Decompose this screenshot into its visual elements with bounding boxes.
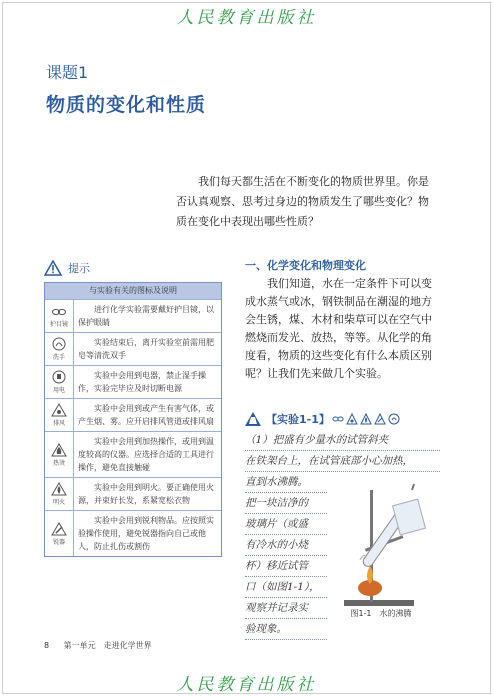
tip-header [44,258,222,278]
warning-icon [44,260,62,276]
row-text: 实验中会用到或产生有害气体，或产生烟、雾。应开启排风管道或排风扇 [78,404,214,426]
table-row [45,365,221,398]
experiment-line: 玻璃片（或盛 [245,514,327,535]
table-title: 与实验有关的图标及说明 [45,283,221,299]
icon-name: 护目镜 [49,321,68,328]
experiment-line: 有冷水的小烧 [245,535,327,556]
experiment-line: （1）把盛有少量水的试管斜夹 [245,430,440,451]
section-body [245,275,437,383]
experiment-line: 在铁架台上，在试管底部小心加热， [245,451,440,472]
intro-text: 我们每天都生活在不断变化的物质世界里。你是否认真观察、思考过身边的物质发生了哪些变化？物质在变化中表现出哪些性质？ [176,175,429,228]
boiling-water-apparatus-illustration [326,482,436,610]
icon-name: 明火 [52,499,65,506]
flask-icon [244,411,262,427]
heat-icon [51,443,67,457]
publisher-watermark-top: 人民教育出版社 [176,8,317,28]
figure-caption: 图1-1 水的沸腾 [350,609,412,618]
experiment-line: 观察并记录实 [245,598,327,619]
row-text: 实验结束后，离开实验室前需用肥皂等清洗双手 [78,338,214,360]
section-paragraph: 我们知道，水在一定条件下可以变成水蒸气或冰，钢铁制品在潮湿的地方会生锈，煤、木材和柴草可以在空气中燃烧而发光、放热，等等。从化学的角度看，物质的这些变化有什么本质区别呢？让我们先来做几个实验。 [245,277,432,380]
fan-icon [51,403,67,417]
heat-icon [346,413,358,425]
knife-icon [51,522,67,536]
experiment-line: 直到水沸腾。 [245,472,327,493]
row-text: 进行化学实验需要戴好护目镜，以保护眼睛 [78,305,214,327]
goggles-icon [332,413,344,425]
tip-label: 提示 [68,262,90,275]
table-row [45,477,221,510]
knife-icon [374,413,386,425]
table-row [45,510,221,556]
experiment-line: 把一块洁净的 [245,493,327,514]
experiment-header [244,410,400,428]
experiment-label: 【实验1-1】 [266,413,330,426]
table-row [45,398,221,431]
flame-icon [51,482,67,496]
row-text: 实验中会用到电器，禁止湿手操作，实验完毕应及时切断电源 [78,371,206,393]
experiment-line: 验现象。 [245,619,327,640]
intro-paragraph [176,172,438,232]
row-text: 实验中会用到明火。要正确使用火源，并束好长发，系紧宽松衣物 [78,483,214,505]
icon-name: 排风 [52,420,65,427]
row-text: 实验中会用到加热操作，或用到温度较高的仪器。应选择合适的工具进行操作，避免直接触碰 [78,437,214,472]
tip-box [44,258,222,557]
row-text: 实验中会用到锐利物品。应按照实验操作使用，避免锐器指向自己或他人，防止扎伤或割伤 [78,516,214,551]
unit-title: 第一单元 走进化学世界 [63,641,152,650]
icon-name: 热烫 [52,459,65,467]
plug-icon [51,370,67,384]
lesson-number: 课题1 [46,63,89,82]
section-heading: 一、化学变化和物理变化 [245,259,366,272]
goggles-icon [51,304,67,318]
publisher-watermark-bottom: 人民教育出版社 [176,675,317,695]
experiment-line: 口（如图1-1）， [245,577,327,598]
page-footer [44,640,152,651]
table-row [45,299,221,332]
icon-name: 用电 [52,387,65,394]
table-row [45,332,221,365]
table-row [45,431,221,477]
icon-name: 锐器 [52,538,65,546]
safety-icon-table [44,282,222,557]
experiment-line: 杯）移近试管 [245,556,327,577]
hand-wash-icon [388,413,400,425]
flame-icon [360,413,372,425]
page-number: 8 [44,641,50,650]
icon-name: 洗手 [52,354,65,361]
lesson-title: 物质的变化和性质 [46,94,207,116]
hand-wash-icon [51,337,67,351]
